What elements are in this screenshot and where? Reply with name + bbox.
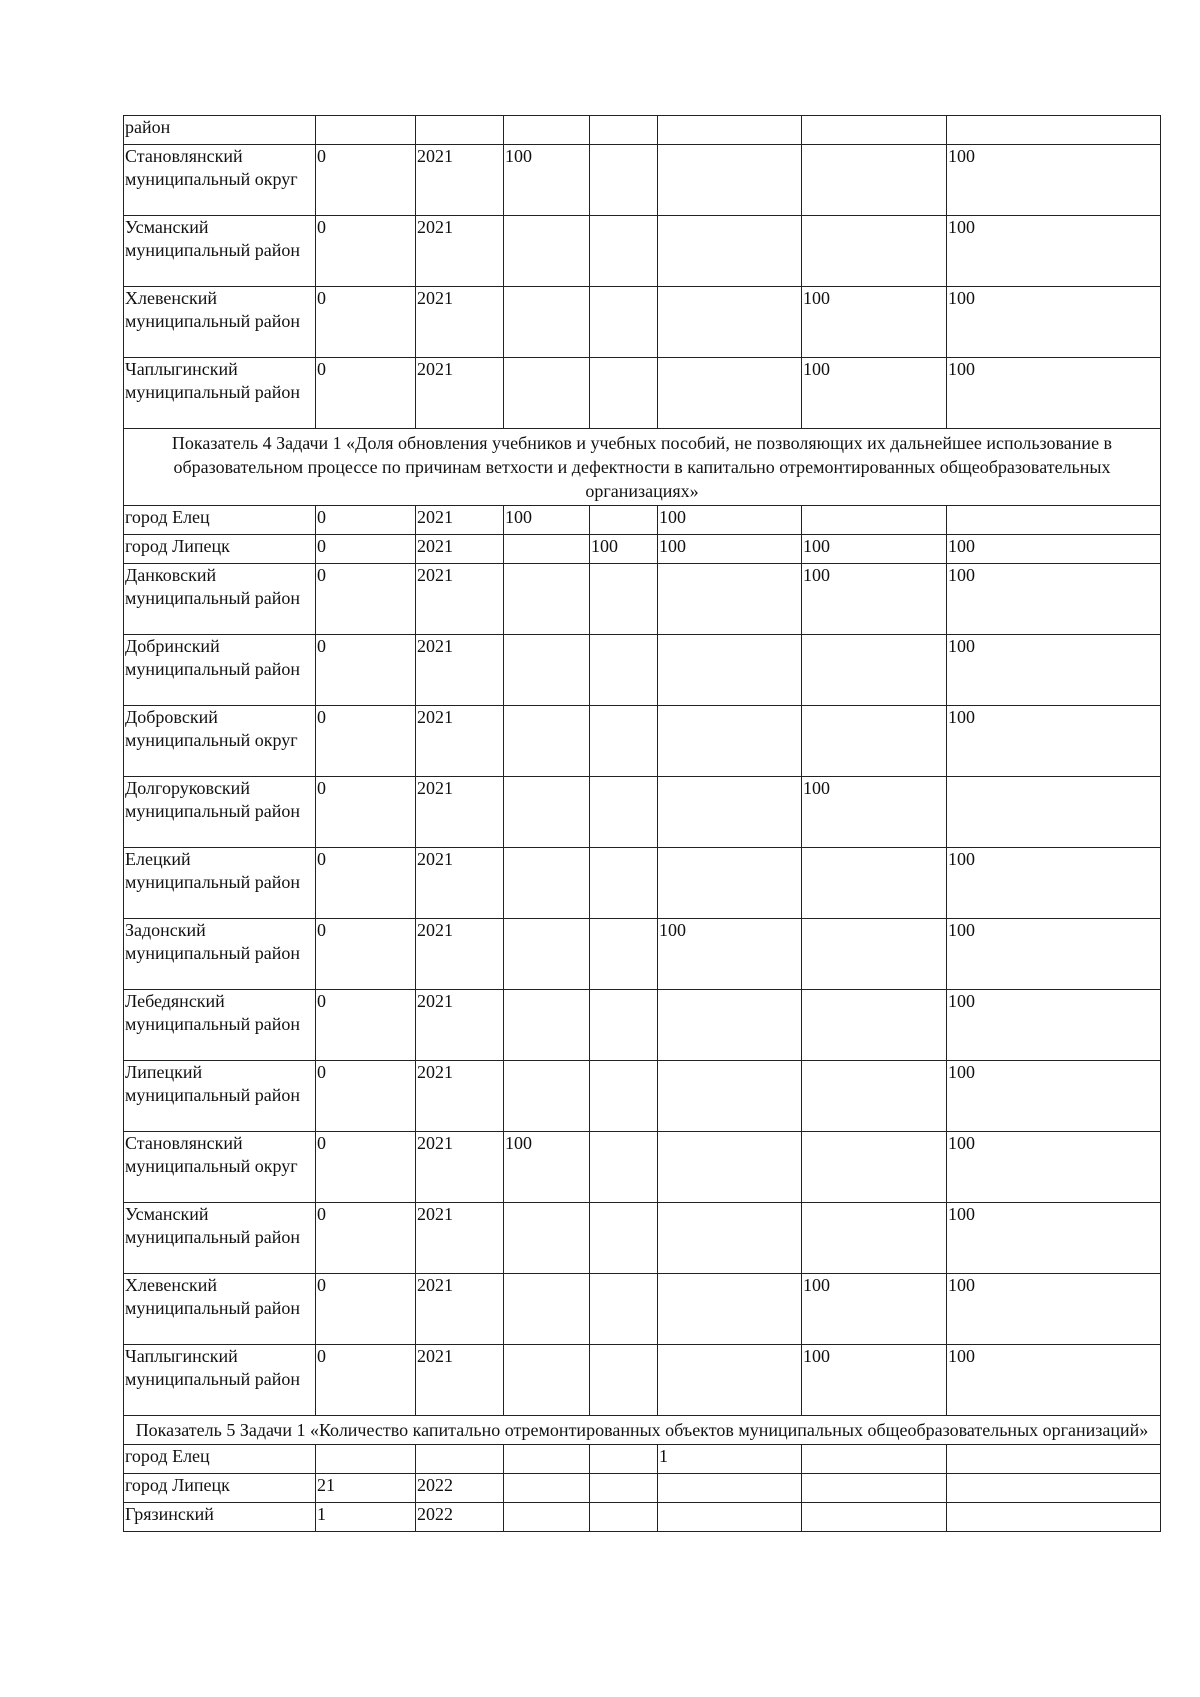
table-row	[124, 1203, 1161, 1274]
value-cell-c5	[658, 1132, 802, 1203]
table-body	[124, 116, 1161, 1532]
municipality-name-cell: Добровский муниципальный округ	[124, 706, 316, 777]
value-cell-c2	[416, 116, 504, 145]
value-cell-c1: 0	[316, 848, 416, 919]
value-cell-c5: 100	[658, 506, 802, 535]
value-cell-c4	[590, 116, 658, 145]
value-cell-c1: 0	[316, 1345, 416, 1416]
value-cell-c4	[590, 506, 658, 535]
value-cell-c7: 100	[947, 216, 1161, 287]
municipality-name-cell: Хлевенский муниципальный район	[124, 287, 316, 358]
value-cell-c1: 0	[316, 564, 416, 635]
value-cell-c4	[590, 1203, 658, 1274]
municipality-name-cell: Становлянский муниципальный округ	[124, 1132, 316, 1203]
value-cell-c2: 2021	[416, 358, 504, 429]
value-cell-c6	[802, 848, 947, 919]
municipality-name-cell: Усманский муниципальный район	[124, 216, 316, 287]
municipality-name-cell: Долгоруковский муниципальный район	[124, 777, 316, 848]
value-cell-c3: 100	[504, 145, 590, 216]
value-cell-c4	[590, 287, 658, 358]
value-cell-c1: 0	[316, 535, 416, 564]
value-cell-c5	[658, 1345, 802, 1416]
value-cell-c1: 0	[316, 1132, 416, 1203]
value-cell-c4	[590, 777, 658, 848]
value-cell-c2: 2021	[416, 990, 504, 1061]
value-cell-c1: 0	[316, 287, 416, 358]
value-cell-c7: 100	[947, 706, 1161, 777]
value-cell-c6	[802, 216, 947, 287]
value-cell-c2: 2021	[416, 1061, 504, 1132]
table-row	[124, 919, 1161, 990]
indicator-4-heading: Показатель 4 Задачи 1 «Доля обновления учебников и учебных пособий, не позволяющих их дальнейшее использование в образовательном процессе по причинам ветхости и дефектности в капитально отремонтированных общеобразовательных организациях»	[124, 429, 1161, 506]
municipality-name-cell: Грязинский	[124, 1503, 316, 1532]
value-cell-c1: 0	[316, 1061, 416, 1132]
value-cell-c3	[504, 1503, 590, 1532]
value-cell-c6	[802, 116, 947, 145]
value-cell-c5	[658, 990, 802, 1061]
value-cell-c6: 100	[802, 535, 947, 564]
value-cell-c1: 0	[316, 919, 416, 990]
value-cell-c6: 100	[802, 564, 947, 635]
value-cell-c7	[947, 1474, 1161, 1503]
value-cell-c1: 0	[316, 706, 416, 777]
value-cell-c2: 2021	[416, 1132, 504, 1203]
value-cell-c1: 21	[316, 1474, 416, 1503]
municipality-name-cell: Липецкий муниципальный район	[124, 1061, 316, 1132]
value-cell-c4	[590, 1474, 658, 1503]
value-cell-c4	[590, 358, 658, 429]
table-row	[124, 564, 1161, 635]
value-cell-c5: 1	[658, 1445, 802, 1474]
value-cell-c2: 2021	[416, 506, 504, 535]
municipality-name-cell: Усманский муниципальный район	[124, 1203, 316, 1274]
municipality-name-cell: Лебедянский муниципальный район	[124, 990, 316, 1061]
value-cell-c6	[802, 1203, 947, 1274]
table-row	[124, 287, 1161, 358]
value-cell-c4	[590, 635, 658, 706]
value-cell-c3	[504, 287, 590, 358]
municipality-name-cell: Становлянский муниципальный округ	[124, 145, 316, 216]
value-cell-c7: 100	[947, 1274, 1161, 1345]
value-cell-c5	[658, 216, 802, 287]
value-cell-c1: 1	[316, 1503, 416, 1532]
value-cell-c3: 100	[504, 506, 590, 535]
value-cell-c7: 100	[947, 1345, 1161, 1416]
table-row	[124, 506, 1161, 535]
value-cell-c6	[802, 1474, 947, 1503]
value-cell-c3: 100	[504, 1132, 590, 1203]
value-cell-c5	[658, 1203, 802, 1274]
value-cell-c3	[504, 1203, 590, 1274]
value-cell-c7: 100	[947, 848, 1161, 919]
value-cell-c4	[590, 848, 658, 919]
value-cell-c7: 100	[947, 287, 1161, 358]
table-row	[124, 1503, 1161, 1532]
table-row	[124, 1474, 1161, 1503]
municipality-name-cell: Хлевенский муниципальный район	[124, 1274, 316, 1345]
value-cell-c2: 2021	[416, 919, 504, 990]
value-cell-c6	[802, 1132, 947, 1203]
value-cell-c1: 0	[316, 216, 416, 287]
value-cell-c5	[658, 564, 802, 635]
indicator-5-heading: Показатель 5 Задачи 1 «Количество капитально отремонтированных объектов муниципальных общеобразовательных организаций»	[124, 1416, 1161, 1445]
value-cell-c4	[590, 1061, 658, 1132]
value-cell-c3	[504, 1445, 590, 1474]
value-cell-c7: 100	[947, 635, 1161, 706]
value-cell-c3	[504, 358, 590, 429]
value-cell-c3	[504, 635, 590, 706]
municipality-name-cell: Чаплыгинский муниципальный район	[124, 358, 316, 429]
municipality-name-cell: город Липецк	[124, 535, 316, 564]
municipality-name-cell: Задонский муниципальный район	[124, 919, 316, 990]
table-row	[124, 145, 1161, 216]
value-cell-c3	[504, 706, 590, 777]
table-row	[124, 990, 1161, 1061]
value-cell-c3	[504, 1274, 590, 1345]
table-row	[124, 777, 1161, 848]
value-cell-c2: 2021	[416, 564, 504, 635]
value-cell-c3	[504, 848, 590, 919]
section-heading-row	[124, 429, 1161, 506]
value-cell-c2: 2021	[416, 1203, 504, 1274]
value-cell-c7: 100	[947, 1061, 1161, 1132]
value-cell-c6	[802, 990, 947, 1061]
value-cell-c3	[504, 777, 590, 848]
value-cell-c2: 2021	[416, 145, 504, 216]
value-cell-c1: 0	[316, 777, 416, 848]
value-cell-c2: 2021	[416, 777, 504, 848]
value-cell-c5	[658, 358, 802, 429]
value-cell-c6	[802, 919, 947, 990]
value-cell-c5	[658, 1274, 802, 1345]
value-cell-c1: 0	[316, 145, 416, 216]
value-cell-c7: 100	[947, 145, 1161, 216]
value-cell-c1: 0	[316, 358, 416, 429]
value-cell-c3	[504, 535, 590, 564]
value-cell-c4	[590, 1345, 658, 1416]
value-cell-c4	[590, 145, 658, 216]
value-cell-c7: 100	[947, 990, 1161, 1061]
value-cell-c2: 2021	[416, 1274, 504, 1345]
value-cell-c2: 2021	[416, 635, 504, 706]
table-row	[124, 1345, 1161, 1416]
value-cell-c5	[658, 287, 802, 358]
value-cell-c1: 0	[316, 1274, 416, 1345]
value-cell-c5	[658, 145, 802, 216]
value-cell-c4	[590, 216, 658, 287]
value-cell-c2: 2021	[416, 535, 504, 564]
value-cell-c1: 0	[316, 1203, 416, 1274]
section-heading-row	[124, 1416, 1161, 1445]
value-cell-c2: 2021	[416, 1345, 504, 1416]
municipality-name-cell: город Елец	[124, 506, 316, 535]
value-cell-c6	[802, 1503, 947, 1532]
value-cell-c1: 0	[316, 506, 416, 535]
value-cell-c6: 100	[802, 1274, 947, 1345]
value-cell-c7	[947, 1445, 1161, 1474]
value-cell-c3	[504, 1474, 590, 1503]
value-cell-c6	[802, 1445, 947, 1474]
value-cell-c2: 2021	[416, 287, 504, 358]
table-row	[124, 535, 1161, 564]
value-cell-c6: 100	[802, 777, 947, 848]
value-cell-c2: 2022	[416, 1474, 504, 1503]
value-cell-c3	[504, 116, 590, 145]
municipality-name-cell: город Липецк	[124, 1474, 316, 1503]
value-cell-c7: 100	[947, 1203, 1161, 1274]
value-cell-c4	[590, 990, 658, 1061]
value-cell-c3	[504, 1061, 590, 1132]
value-cell-c7	[947, 1503, 1161, 1532]
value-cell-c2: 2022	[416, 1503, 504, 1532]
value-cell-c3	[504, 1345, 590, 1416]
value-cell-c5	[658, 848, 802, 919]
value-cell-c6	[802, 1061, 947, 1132]
value-cell-c4	[590, 564, 658, 635]
value-cell-c5	[658, 706, 802, 777]
value-cell-c2	[416, 1445, 504, 1474]
municipality-name-cell: город Елец	[124, 1445, 316, 1474]
table-row	[124, 1445, 1161, 1474]
value-cell-c7: 100	[947, 358, 1161, 429]
value-cell-c6	[802, 635, 947, 706]
value-cell-c5: 100	[658, 535, 802, 564]
value-cell-c7: 100	[947, 535, 1161, 564]
municipality-name-cell: Чаплыгинский муниципальный район	[124, 1345, 316, 1416]
value-cell-c6	[802, 506, 947, 535]
table-row	[124, 358, 1161, 429]
value-cell-c5	[658, 1503, 802, 1532]
value-cell-c4	[590, 1132, 658, 1203]
value-cell-c6: 100	[802, 358, 947, 429]
value-cell-c1: 0	[316, 635, 416, 706]
value-cell-c4	[590, 919, 658, 990]
value-cell-c6	[802, 145, 947, 216]
value-cell-c4	[590, 1445, 658, 1474]
municipality-name-cell: район	[124, 116, 316, 145]
value-cell-c7: 100	[947, 564, 1161, 635]
value-cell-c3	[504, 216, 590, 287]
value-cell-c4	[590, 706, 658, 777]
municipality-name-cell: Елецкий муниципальный район	[124, 848, 316, 919]
value-cell-c3	[504, 919, 590, 990]
value-cell-c7	[947, 777, 1161, 848]
value-cell-c5	[658, 777, 802, 848]
value-cell-c2: 2021	[416, 216, 504, 287]
table-row	[124, 1274, 1161, 1345]
value-cell-c2: 2021	[416, 848, 504, 919]
value-cell-c7	[947, 506, 1161, 535]
municipality-name-cell: Данковский муниципальный район	[124, 564, 316, 635]
value-cell-c2: 2021	[416, 706, 504, 777]
value-cell-c5	[658, 635, 802, 706]
table-row	[124, 635, 1161, 706]
indicators-table	[123, 115, 1161, 1532]
value-cell-c4	[590, 1274, 658, 1345]
value-cell-c6	[802, 706, 947, 777]
table-row	[124, 706, 1161, 777]
value-cell-c1	[316, 1445, 416, 1474]
value-cell-c4	[590, 1503, 658, 1532]
value-cell-c5	[658, 1061, 802, 1132]
value-cell-c6: 100	[802, 1345, 947, 1416]
value-cell-c5: 100	[658, 919, 802, 990]
municipality-name-cell: Добринский муниципальный район	[124, 635, 316, 706]
value-cell-c7: 100	[947, 1132, 1161, 1203]
table-row	[124, 116, 1161, 145]
value-cell-c3	[504, 564, 590, 635]
value-cell-c5	[658, 116, 802, 145]
value-cell-c6: 100	[802, 287, 947, 358]
value-cell-c3	[504, 990, 590, 1061]
table-row	[124, 848, 1161, 919]
value-cell-c7	[947, 116, 1161, 145]
table-row	[124, 1132, 1161, 1203]
value-cell-c5	[658, 1474, 802, 1503]
value-cell-c1	[316, 116, 416, 145]
value-cell-c1: 0	[316, 990, 416, 1061]
value-cell-c4: 100	[590, 535, 658, 564]
value-cell-c7: 100	[947, 919, 1161, 990]
table-row	[124, 1061, 1161, 1132]
table-row	[124, 216, 1161, 287]
